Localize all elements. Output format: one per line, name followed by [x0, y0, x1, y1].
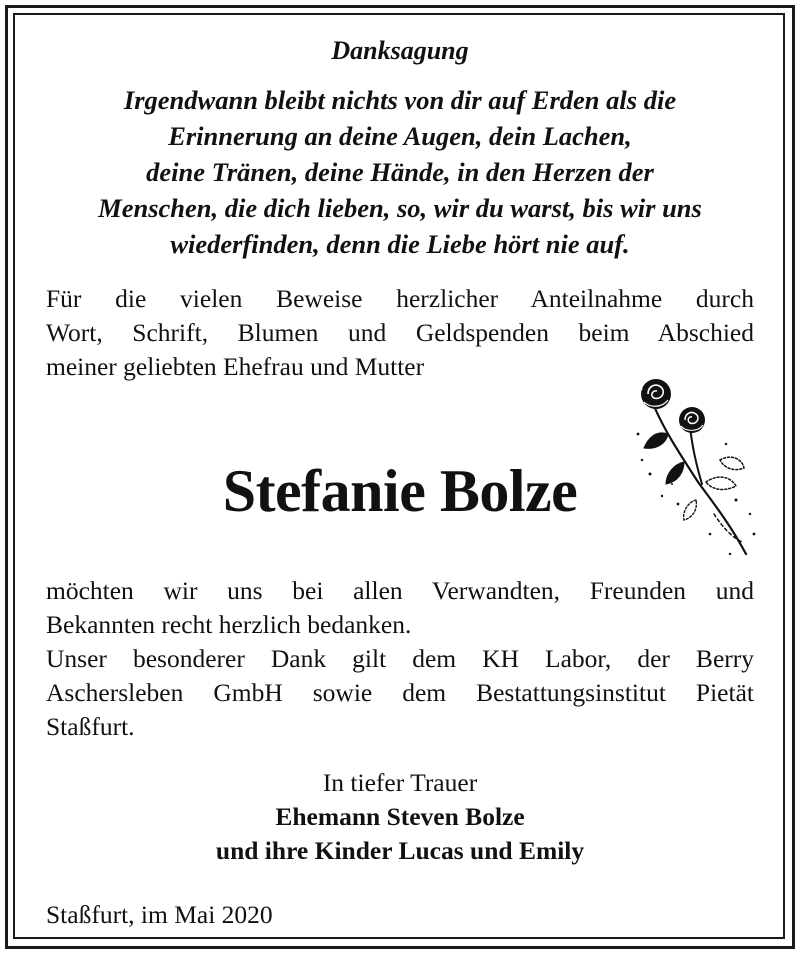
- deceased-name: Stefanie Bolze: [222, 458, 578, 524]
- special-thanks-line: Unser besonderer Dank gilt dem KH Labor, der Berry: [46, 644, 754, 673]
- obituary-notice: [46, 34, 754, 932]
- poem-line: Irgendwann bleibt nichts von dir auf Erden als die: [123, 85, 677, 115]
- special-thanks-line: Aschersleben GmbH sowie dem Bestattungsinstitut Pietät: [46, 678, 754, 707]
- intro-line: Für die vielen Beweise herzlicher Anteilnahme durch: [46, 284, 754, 313]
- thanks-line: Bekannten recht herzlich bedanken.: [46, 610, 412, 639]
- poem: [46, 82, 754, 262]
- signature-block: [46, 766, 754, 868]
- poem-line: wiederfinden, denn die Liebe hört nie auf.: [170, 229, 630, 259]
- roses-icon: [626, 364, 766, 564]
- mourning-line: In tiefer Trauer: [322, 768, 478, 797]
- poem-line: Menschen, die dich lieben, so, wir du warst, bis wir uns: [98, 193, 702, 223]
- name-block: [46, 384, 754, 574]
- thanks-paragraph: [46, 574, 754, 744]
- thanks-line: möchten wir uns bei allen Verwandten, Freunden und: [46, 576, 754, 605]
- intro-line: meiner geliebten Ehefrau und Mutter: [46, 352, 425, 381]
- signature-line: und ihre Kinder Lucas und Emily: [215, 836, 585, 865]
- heading: Danksagung: [331, 36, 469, 65]
- special-thanks-line: Staßfurt.: [46, 712, 135, 741]
- intro-line: Wort, Schrift, Blumen und Geldspenden beim Abschied: [46, 318, 754, 347]
- place-date: Staßfurt, im Mai 2020: [46, 900, 273, 929]
- poem-line: Erinnerung an deine Augen, dein Lachen,: [168, 121, 632, 151]
- signature-line: Ehemann Steven Bolze: [275, 802, 525, 831]
- poem-line: deine Tränen, deine Hände, in den Herzen der: [146, 157, 654, 187]
